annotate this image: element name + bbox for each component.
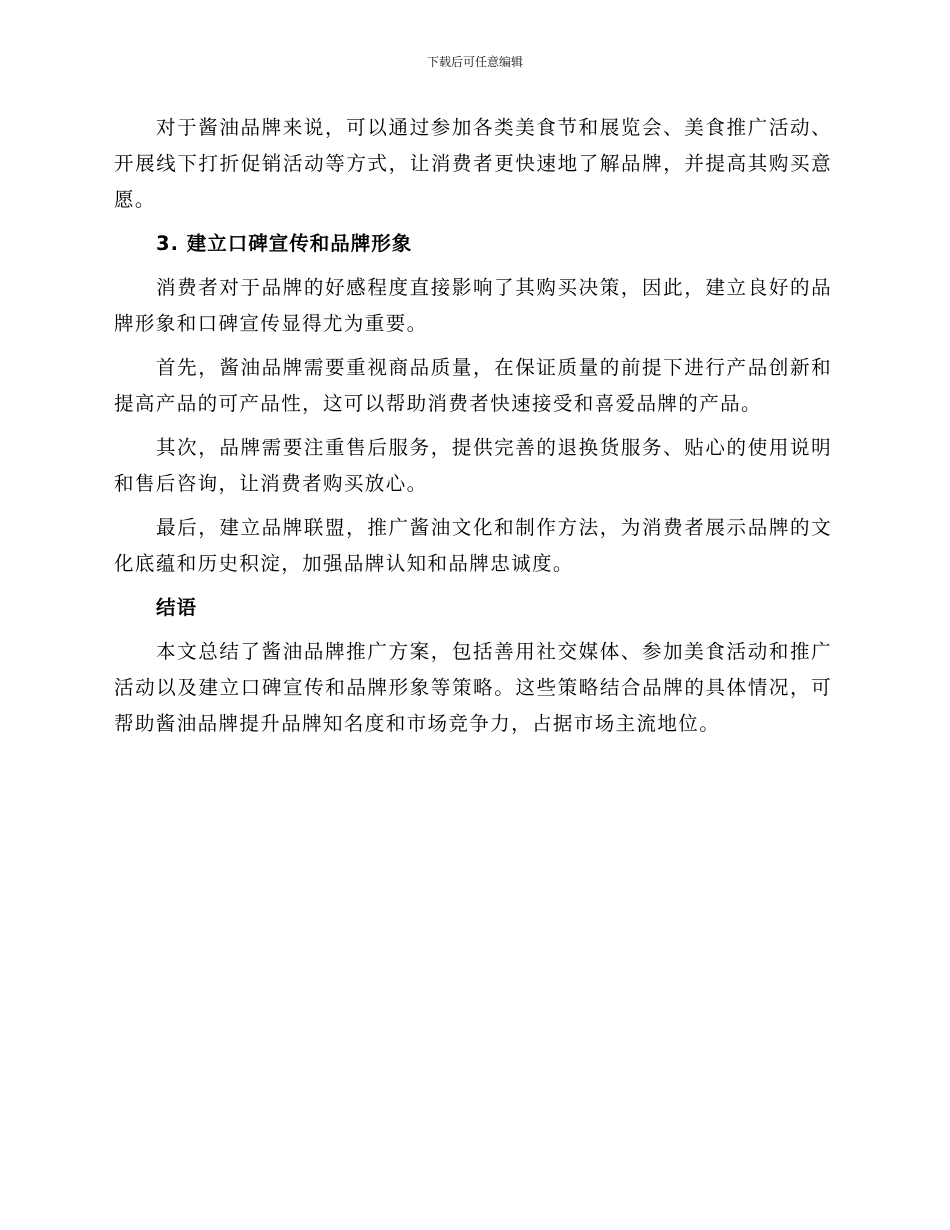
paragraph-after-sales: 其次，品牌需要注重售后服务，提供完善的退换货服务、贴心的使用说明和售后咨询，让消费者购买放心。: [114, 436, 832, 495]
paragraph-offline-promotion: 对于酱油品牌来说，可以通过参加各类美食节和展览会、美食推广活动、开展线下打折促销活动等方式，让消费者更快速地了解品牌，并提高其购买意愿。: [114, 116, 832, 211]
page-header: 下载后可任意编辑: [426, 55, 523, 69]
document-body: [114, 110, 832, 750]
paragraph-conclusion: 本文总结了酱油品牌推广方案，包括善用社交媒体、参加美食活动和推广活动以及建立口碑宣传和品牌形象等策略。这些策略结合品牌的具体情况，可帮助酱油品牌提升品牌知名度和市场竞争力，占据市场主流地位。: [114, 640, 832, 735]
section-heading-conclusion: 结语: [156, 596, 198, 619]
paragraph-product-quality: 首先，酱油品牌需要重视商品质量，在保证质量的前提下进行产品创新和提高产品的可产品性，这可以帮助消费者快速接受和喜爱品牌的产品。: [114, 356, 832, 415]
section-heading-word-of-mouth: 3. 建立口碑宣传和品牌形象: [156, 232, 413, 255]
paragraph-brand-image: 消费者对于品牌的好感程度直接影响了其购买决策，因此，建立良好的品牌形象和口碑宣传显得尤为重要。: [114, 276, 832, 335]
paragraph-brand-alliance: 最后，建立品牌联盟，推广酱油文化和制作方法，为消费者展示品牌的文化底蕴和历史积淀，加强品牌认知和品牌忠诚度。: [114, 516, 832, 575]
